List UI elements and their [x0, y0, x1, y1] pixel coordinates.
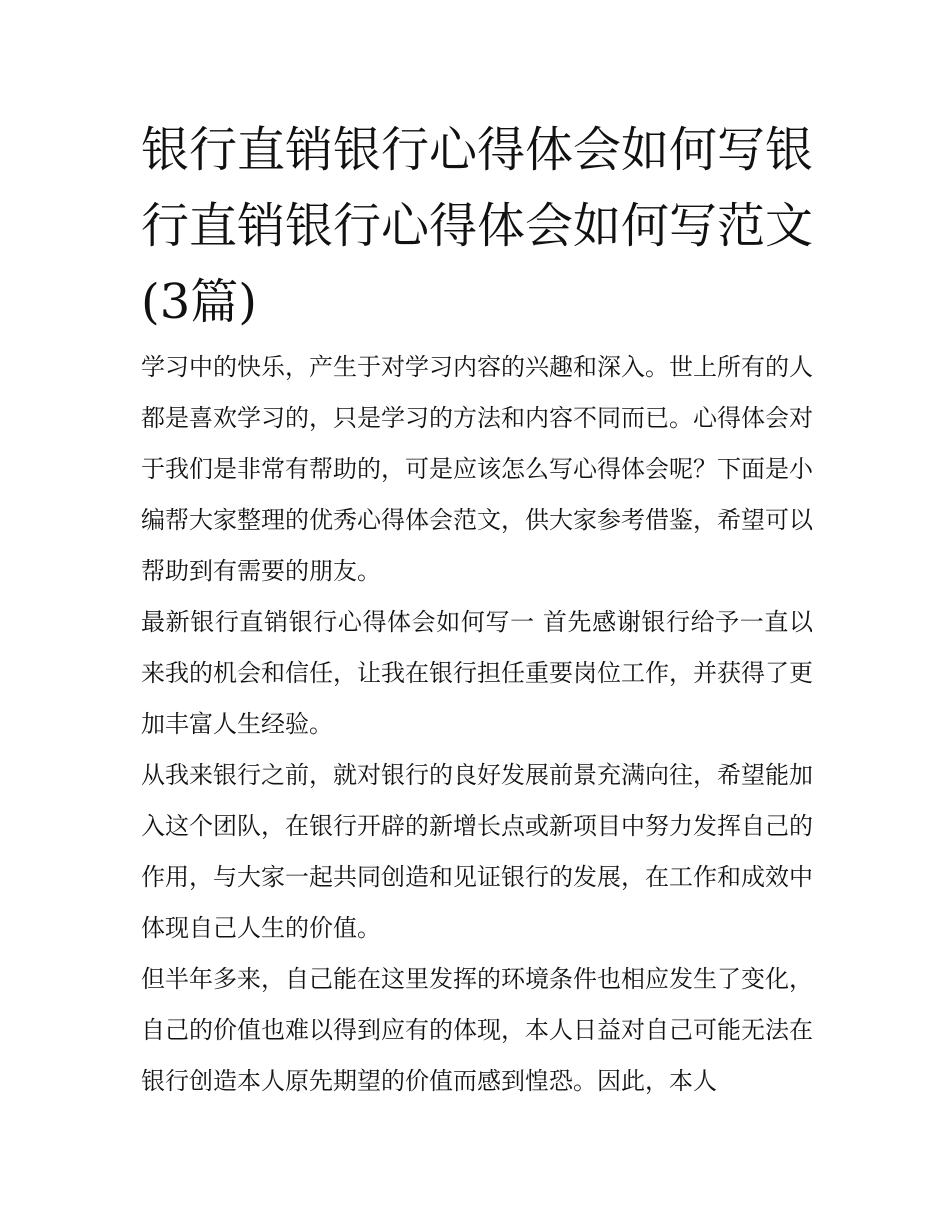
document-title: 银行直销银行心得体会如何写银行直销银行心得体会如何写范文(3篇): [141, 122, 814, 330]
title-block: [141, 112, 813, 340]
paragraph-background: 从我来银行之前，就对银行的良好发展前景充满向往，希望能加入这个团队，在银行开辟的新增长点或新项目中努力发挥自己的作用，与大家一起共同创造和见证银行的发展，在工作和成效中体现自己人生的价值。: [141, 761, 813, 942]
paragraph-change: 但半年多来，自己能在这里发挥的环境条件也相应发生了变化，自己的价值也难以得到应有的体现，本人日益对自己可能无法在银行创造本人原先期望的价值而感到惶恐。因此，本人: [141, 965, 813, 1095]
paragraph-intro: 学习中的快乐，产生于对学习内容的兴趣和深入。世上所有的人都是喜欢学习的，只是学习的方法和内容不同而已。心得体会对于我们是非常有帮助的，可是应该怎么写心得体会呢？下面是小编帮大家整理的优秀心得体会范文，供大家参考借鉴，希望可以帮助到有需要的朋友。: [141, 353, 813, 585]
paragraph-section-one: 最新银行直销银行心得体会如何写一 首先感谢银行给予一直以来我的机会和信任，让我在银行担任重要岗位工作，并获得了更加丰富人生经验。: [141, 608, 813, 738]
document-page: [141, 112, 813, 1107]
